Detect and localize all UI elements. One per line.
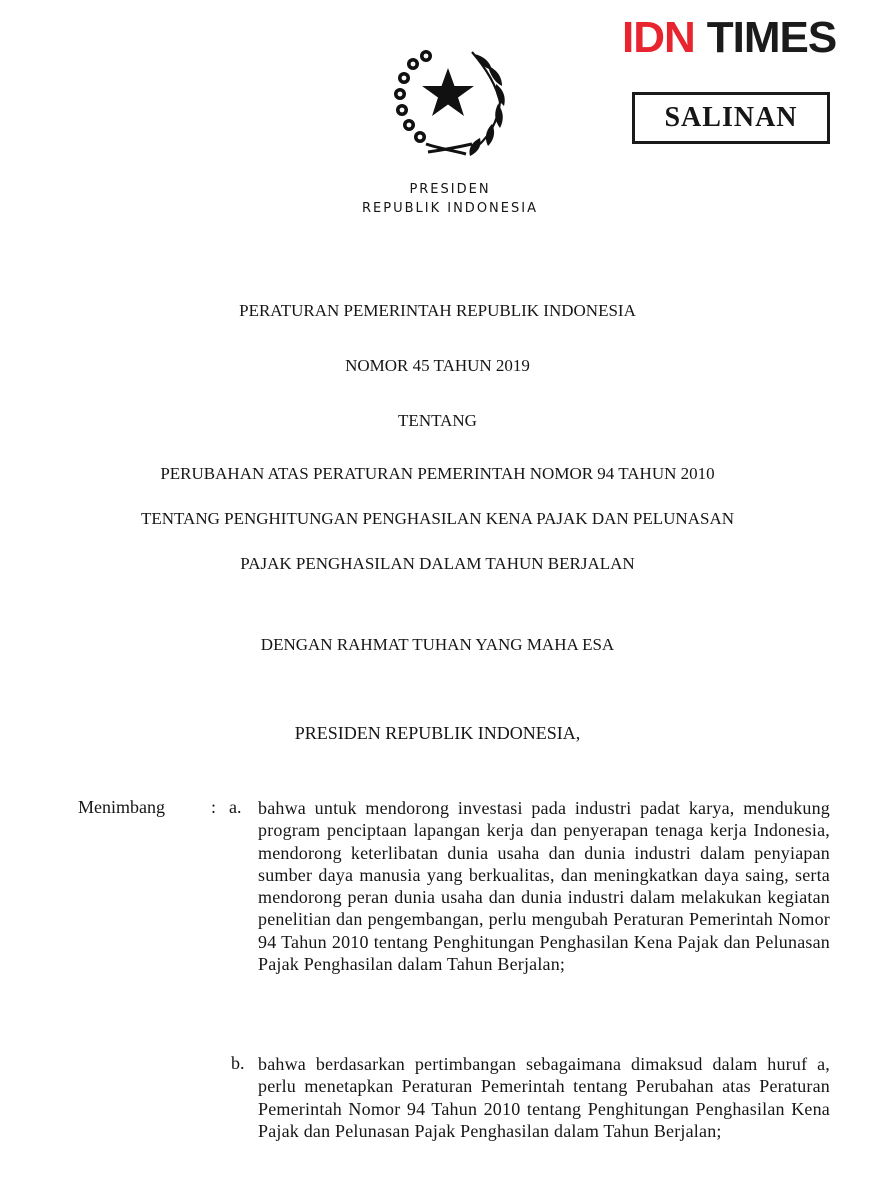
- wreath-stems: [426, 144, 472, 154]
- regulation-subject-line1: PERUBAHAN ATAS PERATURAN PEMERINTAH NOMOR 94 TAHUN 2010: [160, 464, 715, 483]
- item-b-marker: b.: [231, 1053, 245, 1073]
- item-a-text: bahwa untuk mendorong investasi pada industri padat karya, mendukung program penciptaan lapangan kerja dan penyerapan tenaga kerja Indonesia, mendorong keterlibatan dunia usaha dan dunia industri dalam penyiapan sumber daya manusia yang berkualitas, dan meningkatkan daya saing, serta mendorong peran dunia usaha dan dunia industri dalam melakukan kegiatan penelitian dan pengembangan, perlu mengubah Peraturan Pemerintah Nomor 94 Tahun 2010 tentang Penghitungan Penghasilan Kena Pajak dan Pelunasan Pajak Penghasilan dalam Tahun Berjalan;: [258, 798, 830, 975]
- invocation-line: DENGAN RAHMAT TUHAN YANG MAHA ESA: [260, 635, 615, 654]
- star-icon: [422, 68, 474, 116]
- president-header-line2: REPUBLIK INDONESIA: [362, 201, 538, 216]
- president-header: [300, 180, 600, 218]
- idn-times-watermark: [622, 14, 836, 62]
- watermark-times-text: TIMES: [706, 13, 837, 62]
- menimbang-label: Menimbang: [78, 797, 165, 817]
- regulation-title: PERATURAN PEMERINTAH REPUBLIK INDONESIA: [239, 301, 636, 320]
- president-header-line1: PRESIDEN: [409, 182, 491, 197]
- menimbang-colon: :: [211, 797, 217, 817]
- salinan-stamp: [632, 92, 830, 144]
- regulation-subject-line2: TENTANG PENGHITUNGAN PENGHASILAN KENA PAJAK DAN PELUNASAN: [140, 509, 734, 528]
- watermark-idn-text: IDN: [622, 13, 695, 62]
- star-wreath-emblem-icon: [388, 40, 514, 160]
- item-a-marker: a.: [229, 797, 242, 817]
- wreath-left-branch: [394, 50, 432, 143]
- president-line: PRESIDEN REPUBLIK INDONESIA,: [294, 723, 581, 743]
- stamp-label: SALINAN: [664, 102, 798, 133]
- item-b-text: bahwa berdasarkan pertimbangan sebagaimana dimaksud dalam huruf a, perlu menetapkan Peraturan Pemerintah tentang Perubahan atas Peraturan Pemerintah Nomor 94 Tahun 2010 tentang Penghitungan Penghasilan Kena Pajak dan Pelunasan Pajak Penghasilan dalam Tahun Berjalan;: [258, 1054, 830, 1141]
- regulation-number: NOMOR 45 TAHUN 2019: [345, 356, 530, 375]
- regulation-subject-line3: PAJAK PENGHASILAN DALAM TAHUN BERJALAN: [240, 554, 635, 573]
- wreath-right-branch: [469, 52, 504, 156]
- tentang-label: TENTANG: [398, 411, 477, 430]
